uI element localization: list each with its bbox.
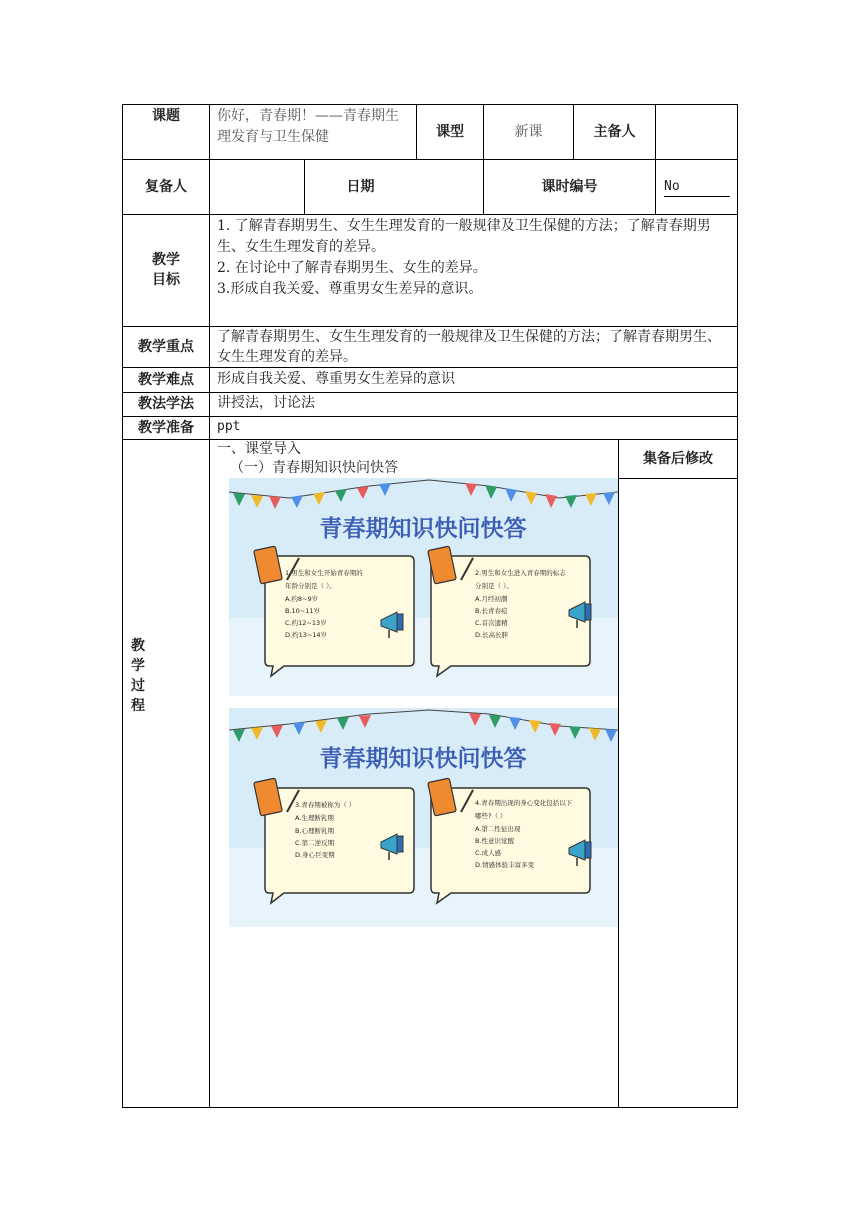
type-label: 课型 [436, 123, 464, 140]
question-card-1 [254, 546, 414, 676]
option-text: B.10~11岁 [285, 607, 321, 615]
preparation-value: ppt [217, 419, 241, 434]
question-text: 2.男生和女生进入青春期的标志 [475, 569, 566, 577]
process-label-char: 过 [131, 678, 145, 694]
option-text: D.情感体验丰富多变 [475, 861, 535, 869]
table-border-bottom [122, 1107, 738, 1108]
methods-label: 教法学法 [138, 396, 194, 412]
option-text: B.长青春痘 [475, 607, 508, 615]
col-divider [655, 104, 656, 215]
objective-item: 1. 了解青春期男生、女生生理发育的一般规律及卫生保健的方法；了解青春期男生、女生生理发育的差异。 [217, 218, 711, 255]
process-label [123, 636, 153, 716]
question-text: 分别是（ ）。 [475, 582, 513, 590]
process-label-char: 教 [131, 638, 145, 654]
key-points-value: 了解青春期男生、女生生理发育的一般规律及卫生保健的方法；了解青春期男生、女生生理发育的差异。 [217, 329, 721, 365]
option-text: D.约13~14岁 [285, 631, 328, 639]
revise-header-divider [618, 478, 738, 479]
option-text: A.第二性征出现 [475, 825, 521, 833]
number-field: No [664, 178, 730, 197]
objective-item: 3.形成自我关爱、尊重男女生差异的意识。 [217, 281, 483, 297]
objective-item: 2. 在讨论中了解青春期男生、女生的差异。 [217, 260, 487, 276]
question-card-3 [254, 778, 414, 903]
topic-label: 课题 [152, 107, 180, 124]
ppt-slide-2 [229, 708, 618, 927]
objectives-label-line2: 目标 [152, 272, 180, 288]
subsection-quiz-heading: （一）青春期知识快问快答 [230, 460, 398, 476]
preparation-label: 教学准备 [138, 419, 194, 436]
process-label-char: 学 [131, 658, 145, 674]
main-preparer-label: 主备人 [593, 123, 636, 140]
methods-value: 讲授法，讨论法 [217, 395, 315, 411]
option-text: A.约8~9岁 [285, 595, 319, 603]
period-no-label: 课时编号 [541, 178, 598, 195]
row-divider [122, 214, 738, 215]
slide-canvas [229, 708, 618, 927]
process-label-char: 程 [131, 698, 145, 714]
objectives-list [217, 216, 733, 300]
question-text: 1.男生和女生开始青春期的 [285, 569, 363, 577]
topic-value: 你好，青春期！——青春期生理发育与卫生保健 [217, 108, 399, 145]
difficulties-value: 形成自我关爱、尊重男女生差异的意识 [217, 371, 455, 387]
option-text: C.约12~13岁 [285, 619, 327, 627]
question-card-4 [428, 778, 591, 903]
option-text: B.心理断乳期 [295, 827, 335, 835]
co-preparer-label: 复备人 [145, 178, 187, 195]
type-value: 新课 [514, 123, 543, 140]
section-import-heading: 一、课堂导入 [217, 441, 301, 457]
option-text: C.第二逆反期 [295, 839, 335, 847]
question-text: 年龄分别是（ ）。 [285, 582, 336, 590]
col-divider [618, 439, 619, 1108]
option-text: C.成人感 [475, 849, 502, 857]
slide-title: 青春期知识快问快答 [319, 746, 527, 772]
difficulties-label: 教学难点 [138, 371, 194, 388]
option-text: C.首次遗精 [475, 619, 508, 627]
objectives-label [123, 250, 209, 290]
revise-label: 集备后修改 [643, 450, 713, 467]
option-text: D.长高长胖 [475, 631, 509, 639]
table-border-right [737, 104, 738, 1108]
option-text: B.性意识觉醒 [475, 837, 515, 845]
key-points-label: 教学重点 [138, 338, 194, 355]
option-text: A.月经初潮 [475, 595, 508, 603]
question-text: 4.青春期出现的身心变化包括以下 [475, 799, 573, 807]
slide-title: 青春期知识快问快答 [319, 516, 527, 542]
date-label: 日期 [346, 178, 375, 195]
option-text: A.生理断乳期 [295, 814, 334, 822]
question-text: 哪些?（ ） [475, 812, 507, 820]
slide-canvas [229, 478, 618, 696]
ppt-slide-1 [229, 478, 618, 696]
question-text: 3.青春期被称为（ ） [295, 801, 356, 809]
option-text: D.身心巨变期 [295, 851, 335, 859]
question-card-2 [428, 546, 591, 676]
col-divider [209, 104, 210, 1108]
objectives-label-line1: 教学 [152, 252, 180, 268]
